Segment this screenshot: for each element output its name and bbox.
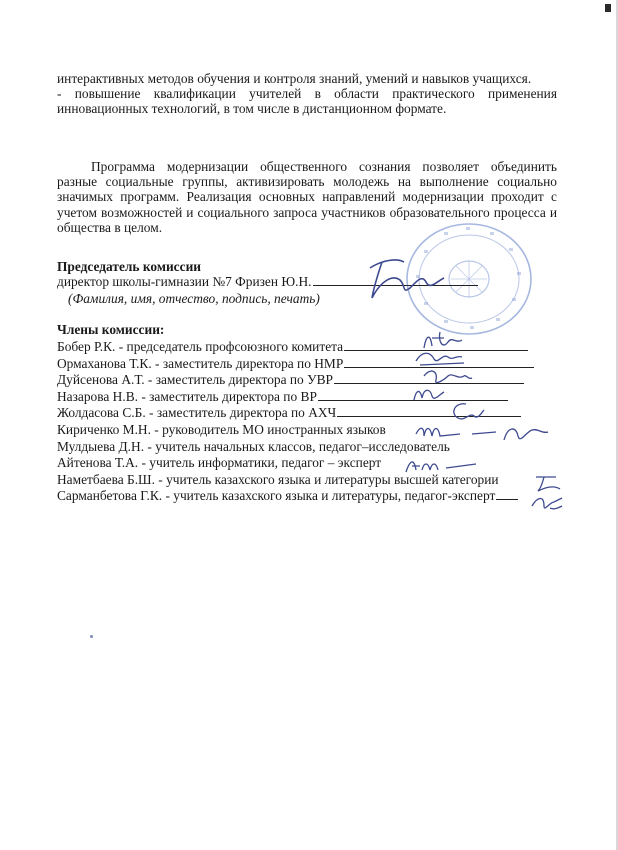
member-row bbox=[57, 339, 577, 356]
member-signature-icon bbox=[410, 384, 446, 404]
member-name: Сарманбетова Г.К. - учитель казахского языка и литературы, педагог-эксперт bbox=[57, 488, 496, 504]
member-row bbox=[57, 372, 577, 389]
signature-line bbox=[496, 488, 518, 500]
member-row bbox=[57, 455, 577, 472]
scan-mark bbox=[605, 4, 611, 12]
member-name: Мулдыева Д.Н. - учитель начальных классов, педагог–исследователь bbox=[57, 438, 450, 454]
member-signature-icon bbox=[528, 492, 566, 516]
signature-line bbox=[500, 473, 518, 484]
paragraph-1: интерактивных методов обучения и контроля знаний, умений и навыков учащихся. - повышение квалификации учителей в области практического применения инновационных технологий, в том числе в дистанционном формате. bbox=[57, 71, 557, 117]
member-name: Наметбаева Б.Ш. - учитель казахского языка и литературы высшей категории bbox=[57, 471, 499, 487]
member-row bbox=[57, 472, 577, 489]
member-row bbox=[57, 488, 577, 505]
chairman-heading: Председатель комиссии bbox=[57, 259, 201, 274]
member-name: Жолдасова С.Б. - заместитель директора по АХЧ bbox=[57, 405, 337, 421]
member-signature-icon bbox=[402, 454, 482, 476]
member-name: Дуйсенова А.Т. - заместитель директора по УВР bbox=[57, 372, 333, 388]
members-heading: Члены комиссии: bbox=[57, 322, 165, 337]
member-name: Бобер Р.К. - председатель профсоюзного комитета bbox=[57, 339, 344, 354]
member-name: Айтенова Т.А. - учитель информатики, педагог – эксперт bbox=[57, 455, 382, 471]
member-signature-icon bbox=[412, 420, 552, 450]
chairman-signature-icon bbox=[352, 252, 447, 304]
member-row bbox=[57, 356, 577, 373]
member-row bbox=[57, 389, 577, 406]
signature-line bbox=[337, 405, 521, 417]
member-name: Кириченко М.Н. - руководитель МО иностранных языков bbox=[57, 421, 386, 437]
chairman-name: директор школы-гимназии №7 Фризен Ю.Н. bbox=[57, 274, 312, 289]
chairman-hint: (Фамилия, имя, отчество, подпись, печать) bbox=[68, 291, 320, 306]
scan-speck bbox=[90, 635, 93, 638]
member-name: Ормаханова Т.К. - заместитель директора по НМР bbox=[57, 355, 344, 371]
paragraph-2: Программа модернизации общественного сознания позволяет объединить разные социальные группы, активизировать молодежь на выполнение социально значимых программ. Реализация основных направлений модернизации проходит с учетом возможностей и социального запроса участников образовательного процесса и общества в целом. bbox=[57, 159, 557, 235]
member-name: Назарова Н.В. - заместитель директора по ВР bbox=[57, 388, 317, 404]
